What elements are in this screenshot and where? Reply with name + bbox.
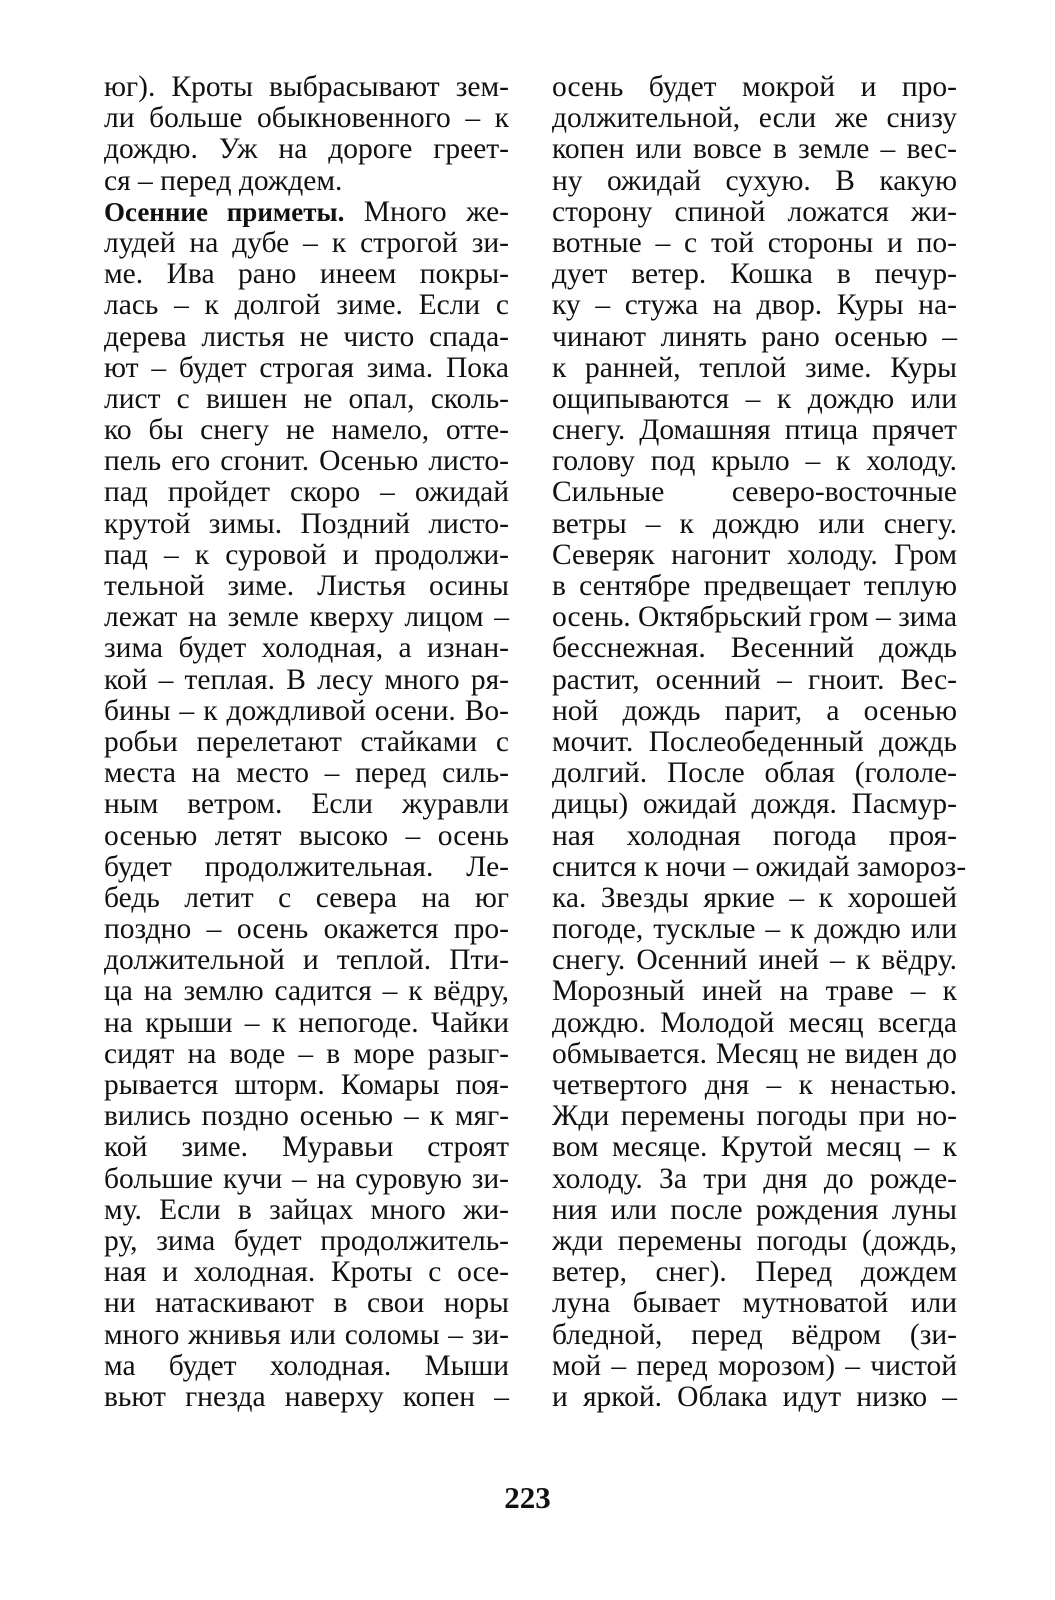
line-text: холоду. За три дня до рожде- <box>552 1162 957 1195</box>
text-line <box>104 1195 509 1226</box>
text-line <box>104 1039 509 1070</box>
text-line <box>552 384 957 415</box>
text-line <box>104 322 509 353</box>
line-text: дождю. Уж на дороге греет- <box>104 133 509 166</box>
line-text: ная и холодная. Кроты с осе- <box>104 1256 509 1289</box>
line-text: на крыши – к непогоде. Чайки <box>104 1006 509 1039</box>
text-line <box>552 633 957 664</box>
line-text: жди перемены погоды (дождь, <box>552 1224 957 1257</box>
line-text: ру, зима будет продолжитель- <box>104 1224 509 1257</box>
text-line <box>104 72 509 103</box>
line-text: пель его сгонит. Осенью листо- <box>104 445 509 478</box>
line-text: мочит. Послеобеденный дождь <box>552 725 957 758</box>
text-line <box>552 1257 957 1288</box>
text-line <box>104 228 509 259</box>
text-line <box>552 228 957 259</box>
right-text-column <box>552 71 967 1413</box>
text-line <box>552 821 957 852</box>
line-text: луна бывает мутноватой или <box>552 1287 957 1320</box>
text-line <box>552 945 957 976</box>
text-line <box>104 1164 509 1195</box>
line-text: ца на землю садится – к вёдру, <box>104 975 509 1008</box>
page-number: 223 <box>504 1480 551 1515</box>
line-text: снегу. Домашняя птица прячет <box>552 414 957 447</box>
text-line <box>552 914 957 945</box>
line-text: ют – будет строгая зима. Пока <box>104 351 509 384</box>
line-text: лежат на земле кверху лицом – <box>104 601 509 634</box>
line-text: Много же- <box>344 195 509 228</box>
section-heading: Осенние приметы. <box>104 196 345 227</box>
line-text: ся – перед дождем. <box>104 164 343 197</box>
text-line <box>104 290 509 321</box>
text-line <box>552 259 957 290</box>
line-text: кой – теплая. В лесу много ря- <box>104 663 509 696</box>
text-line <box>104 852 509 883</box>
text-line <box>552 509 957 540</box>
line-text: ме. Ива рано инеем покры- <box>104 258 509 291</box>
line-text: ветер, снег). Перед дождем <box>552 1256 957 1289</box>
text-line <box>104 384 509 415</box>
text-line <box>104 1008 509 1039</box>
text-line <box>552 1351 957 1382</box>
text-line <box>552 727 957 758</box>
text-line <box>552 571 957 602</box>
text-line <box>104 1226 509 1257</box>
line-text: тельной зиме. Листья осины <box>104 570 509 602</box>
line-text: зима будет холодная, а изнан- <box>104 632 509 665</box>
text-line <box>104 540 509 571</box>
text-line <box>104 477 509 508</box>
text-line <box>552 134 957 165</box>
line-text: ным ветром. Если журавли <box>104 788 509 821</box>
line-text: вом месяце. Крутой месяц – к <box>552 1131 957 1164</box>
line-text: вились поздно осенью – к мяг- <box>104 1100 509 1133</box>
line-text: ко бы снегу не намело, отте- <box>104 414 509 447</box>
text-line <box>104 353 509 384</box>
line-text: копен или вовсе в земле – вес- <box>552 133 957 166</box>
line-text: будет продолжительная. Ле- <box>104 850 509 883</box>
line-text: му. Если в зайцах много жи- <box>104 1193 509 1226</box>
line-text: юг). Кроты выбрасывают зем- <box>104 71 509 103</box>
text-line <box>552 1320 957 1351</box>
line-text: лась – к долгой зиме. Если с <box>104 289 509 322</box>
text-line <box>552 1164 957 1195</box>
text-line <box>552 789 957 820</box>
line-text: ка. Звезды яркие – к хорошей <box>552 881 957 914</box>
line-text: ма будет холодная. Мыши <box>104 1349 509 1382</box>
text-line <box>552 1288 957 1319</box>
text-line <box>104 758 509 789</box>
line-text: ощипываются – к дождю или <box>552 382 957 415</box>
text-line <box>552 72 957 103</box>
text-line <box>104 1382 509 1413</box>
line-text: дицы) ожидай дождя. Пасмур- <box>552 788 957 821</box>
text-line <box>552 976 957 1007</box>
text-line <box>552 1226 957 1257</box>
text-line <box>104 1351 509 1382</box>
line-text: и яркой. Облака идут низко – <box>552 1380 957 1413</box>
line-text: ветры – к дождю или снегу. <box>552 507 957 540</box>
line-text: пад – к суровой и продолжи- <box>104 538 509 571</box>
line-text: долгий. После облая (гололе- <box>552 757 957 790</box>
text-line <box>104 134 509 165</box>
text-line <box>104 166 509 197</box>
line-text: мой – перед морозом) – чистой <box>552 1349 957 1382</box>
text-line <box>104 1320 509 1351</box>
line-text: кой зиме. Муравьи строят <box>104 1131 509 1164</box>
line-text: должительной и теплой. Пти- <box>104 944 509 977</box>
text-line <box>552 446 957 477</box>
text-line <box>104 602 509 633</box>
line-text: Морозный иней на траве – к <box>552 975 957 1008</box>
text-line <box>552 1008 957 1039</box>
text-line <box>552 540 957 571</box>
text-line <box>552 290 957 321</box>
line-text: снится к ночи – ожидай замороз- <box>552 850 967 883</box>
line-text: в сентябре предвещает теплую <box>552 570 957 602</box>
line-text: растит, осенний – гноит. Вес- <box>552 663 957 696</box>
line-text: поздно – осень окажется про- <box>104 913 509 946</box>
line-text: Жди перемены погоды при но- <box>552 1100 957 1133</box>
text-line <box>552 322 957 353</box>
text-line <box>104 415 509 446</box>
line-text: ку – стужа на двор. Куры на- <box>552 289 957 322</box>
line-text: голову под крыло – к холоду. <box>552 445 957 478</box>
text-line <box>104 1101 509 1132</box>
text-line <box>104 103 509 134</box>
line-text: бедь летит с севера на юг <box>104 881 509 914</box>
text-line <box>104 945 509 976</box>
text-line <box>552 602 957 633</box>
text-line <box>104 1132 509 1163</box>
line-text: места на место – перед силь- <box>104 757 509 790</box>
line-text: дерева листья не чисто спада- <box>104 320 509 353</box>
line-text: дует ветер. Кошка в печур- <box>552 258 957 291</box>
text-line <box>104 883 509 914</box>
line-text: ния или после рождения луны <box>552 1193 957 1226</box>
line-text: лист с вишен не опал, сколь- <box>104 382 509 415</box>
text-line <box>104 571 509 602</box>
line-text: робьи перелетают стайками с <box>104 725 509 758</box>
text-line <box>552 1132 957 1163</box>
text-line <box>104 633 509 664</box>
line-text: осень будет мокрой и про- <box>552 71 957 103</box>
text-line <box>104 665 509 696</box>
text-line <box>104 259 509 290</box>
line-text: к ранней, теплой зиме. Куры <box>552 351 957 384</box>
line-text: снегу. Осенний иней – к вёдру. <box>552 944 957 977</box>
line-text: бледной, перед вёдром (зи- <box>552 1318 957 1351</box>
text-line <box>104 821 509 852</box>
text-line <box>104 1070 509 1101</box>
text-line <box>552 1382 957 1413</box>
line-text: четвертого дня – к ненастью. <box>552 1069 957 1101</box>
text-line <box>552 353 957 384</box>
text-line <box>104 446 509 477</box>
text-line <box>104 914 509 945</box>
text-line <box>552 850 967 883</box>
line-text: ной дождь парит, а осенью <box>552 694 957 727</box>
line-text: Сильные северо-восточные <box>552 476 957 509</box>
line-text: должительной, если же снизу <box>552 102 957 135</box>
line-text: обмывается. Месяц не виден до <box>552 1037 957 1070</box>
text-line <box>552 1101 957 1132</box>
text-line <box>552 103 957 134</box>
text-line <box>104 696 509 727</box>
text-line <box>552 758 957 789</box>
text-line <box>552 1070 957 1101</box>
text-line <box>104 1288 509 1319</box>
line-text: осенью летят высоко – осень <box>104 819 509 852</box>
text-line <box>104 197 509 228</box>
text-line <box>552 883 957 914</box>
text-line <box>552 166 957 197</box>
line-text: ну ожидай сухую. В какую <box>552 164 957 197</box>
text-line <box>104 1257 509 1288</box>
line-text: большие кучи – на суровую зи- <box>104 1162 509 1195</box>
text-line <box>104 509 509 540</box>
text-line <box>552 665 957 696</box>
text-line <box>104 976 509 1007</box>
line-text: пад пройдет скоро – ожидай <box>104 476 509 509</box>
line-text: сидят на воде – в море разыг- <box>104 1037 509 1070</box>
line-text: чинают линять рано осенью – <box>552 320 957 353</box>
line-text: лудей на дубе – к строгой зи- <box>104 226 509 259</box>
line-text: сторону спиной ложатся жи- <box>552 195 957 228</box>
text-line <box>552 415 957 446</box>
text-line <box>552 1195 957 1226</box>
line-text: бесснежная. Весенний дождь <box>552 632 957 665</box>
line-text: ли больше обыкновенного – к <box>104 102 509 135</box>
line-text: Северяк нагонит холоду. Гром <box>552 538 957 571</box>
line-text: ни натаскивают в свои норы <box>104 1287 509 1320</box>
text-line <box>104 727 509 758</box>
line-text: ная холодная погода проя- <box>552 819 957 852</box>
line-text: осень. Октябрьский гром – зима <box>552 601 958 634</box>
line-text: дождю. Молодой месяц всегда <box>552 1006 957 1039</box>
line-text: много жнивья или соломы – зи- <box>104 1318 509 1351</box>
text-line <box>552 197 957 228</box>
left-text-column <box>104 72 509 1413</box>
line-text: крутой зимы. Поздний листо- <box>104 507 509 540</box>
line-text: рывается шторм. Комары поя- <box>104 1069 509 1101</box>
text-line <box>104 789 509 820</box>
text-line <box>552 696 957 727</box>
text-line <box>552 477 957 508</box>
line-text: вьют гнезда наверху копен – <box>104 1380 509 1413</box>
line-text: вотные – с той стороны и по- <box>552 226 957 259</box>
line-text: погоде, тусклые – к дождю или <box>552 913 957 946</box>
line-text: бины – к дождливой осени. Во- <box>104 694 509 727</box>
text-line <box>552 1039 957 1070</box>
